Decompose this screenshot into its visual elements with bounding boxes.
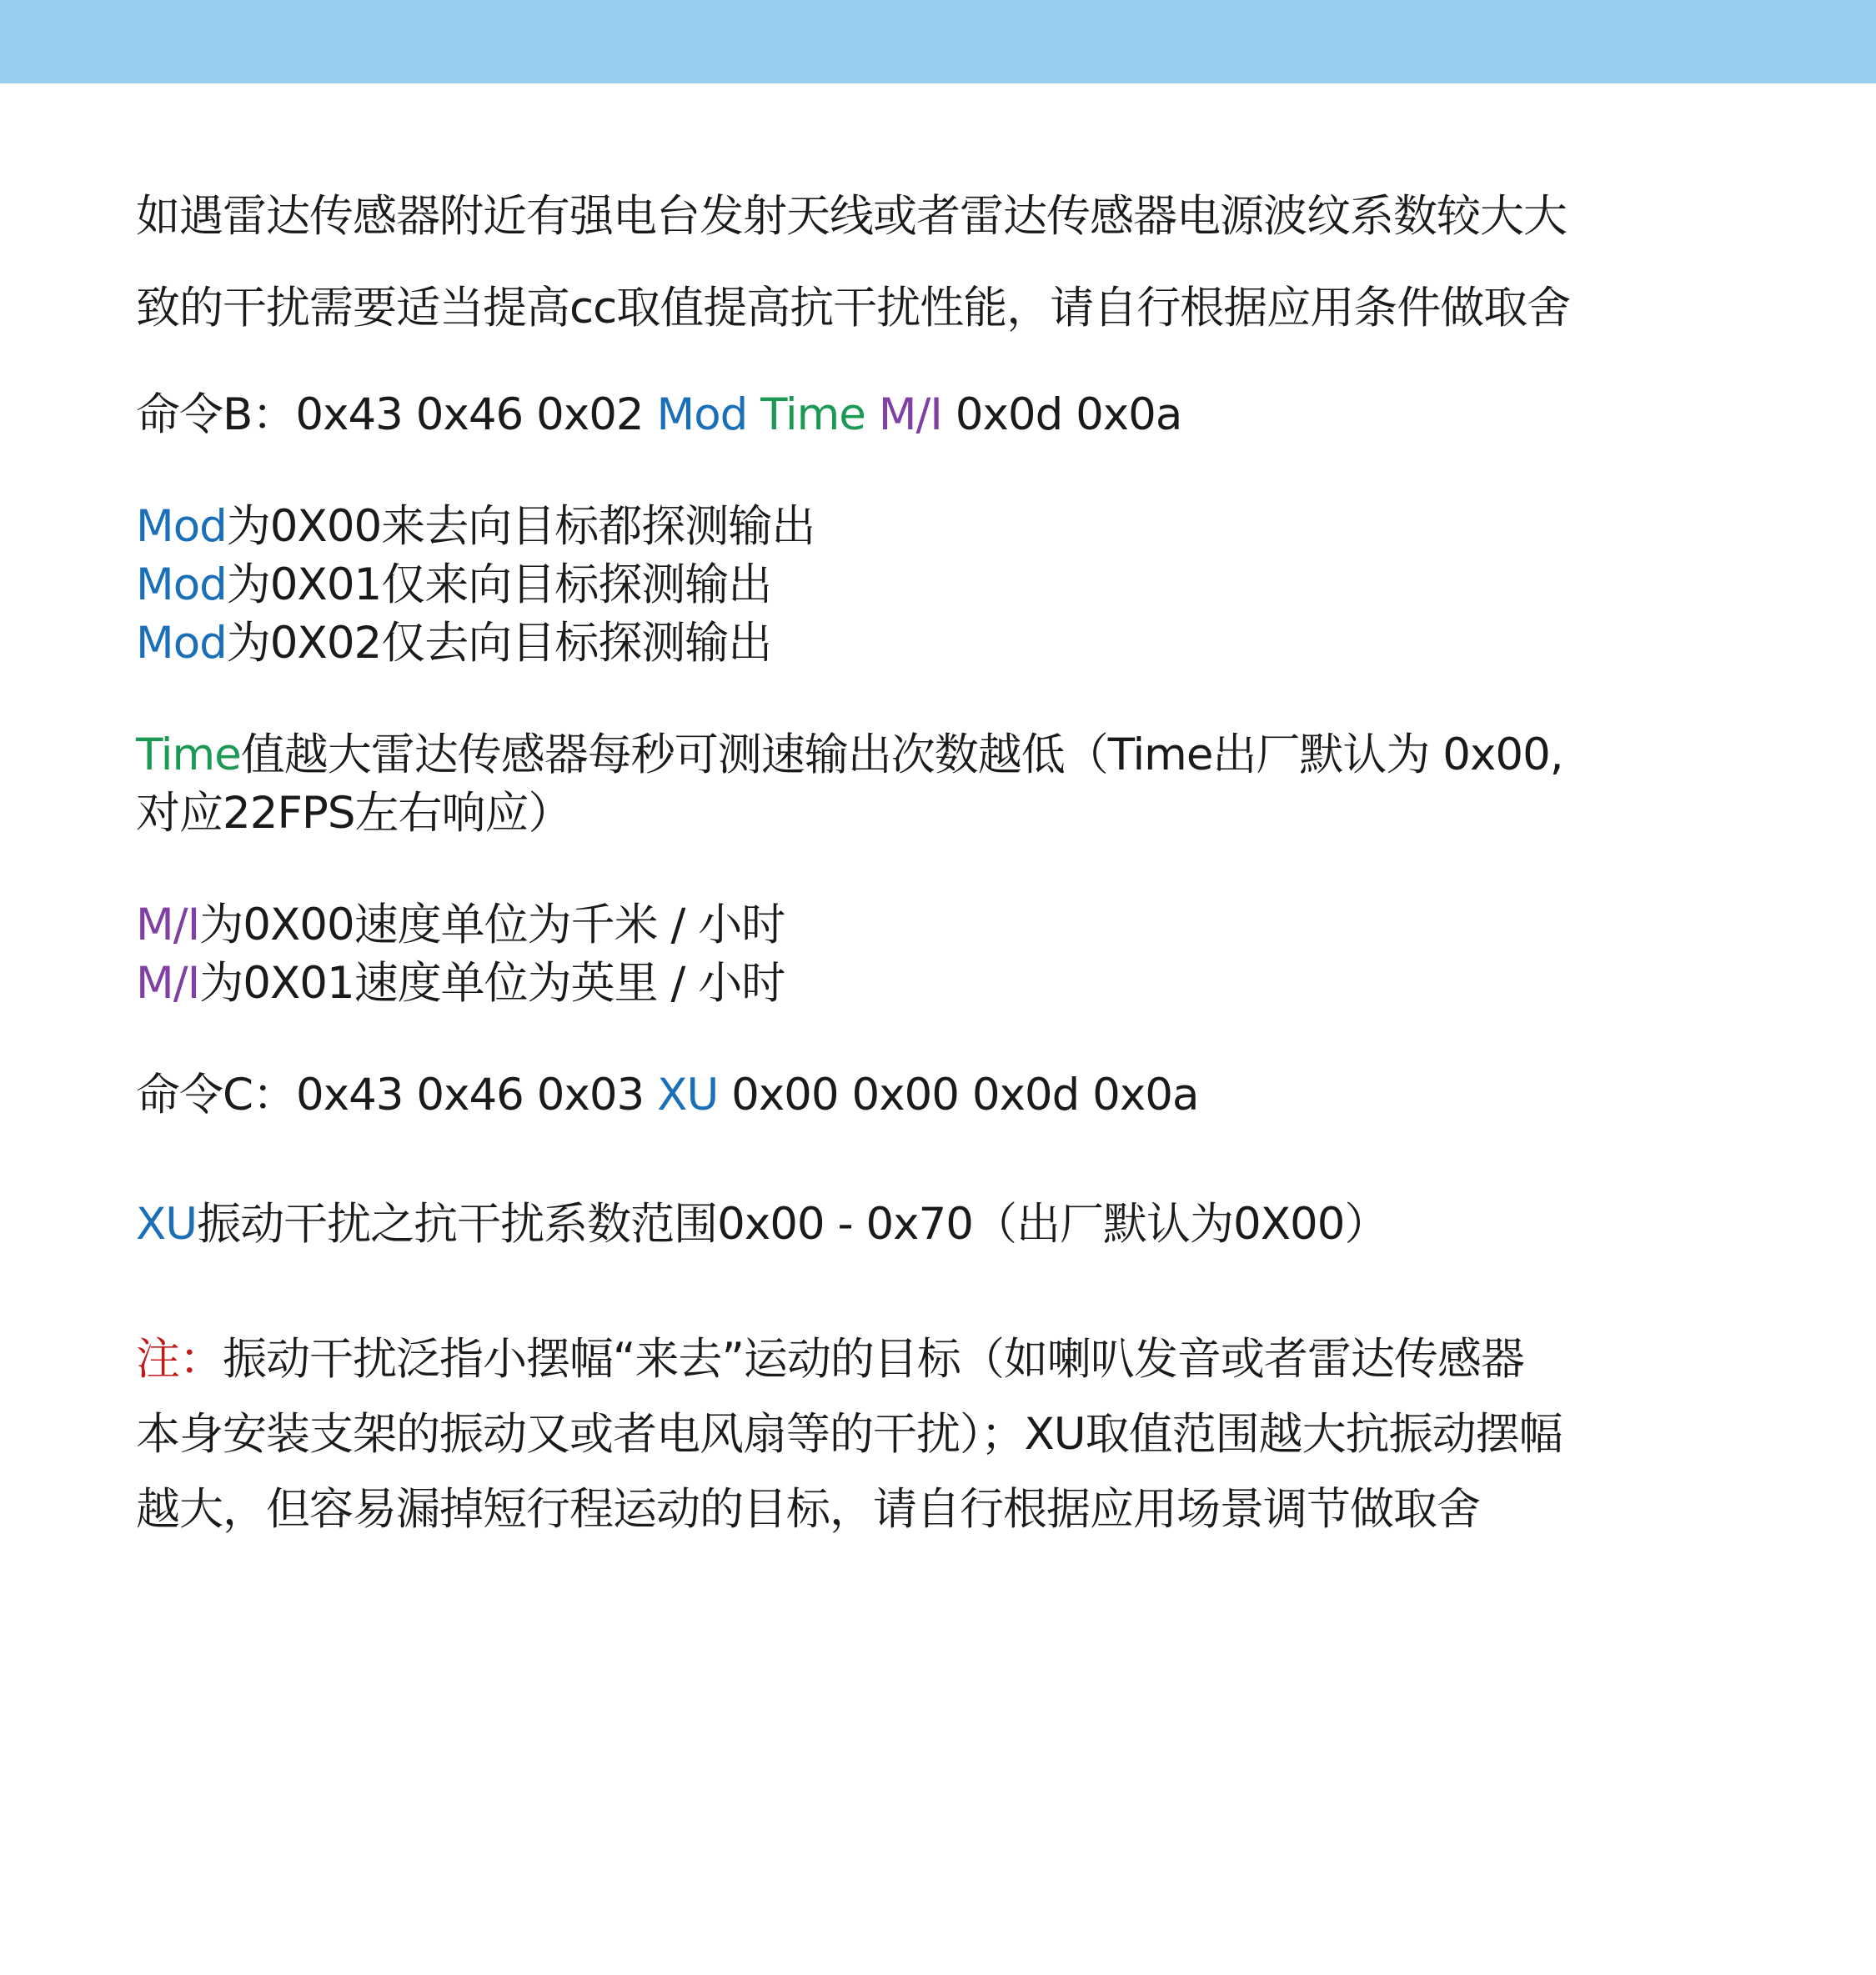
xu-description [136,1196,1770,1254]
command-b-suffix: 0x0d 0x0a [941,389,1182,440]
mi-key: M/I [136,900,200,950]
note-text: 振动干扰泛指小摆幅“来去”运动的目标（如喇叭发音或者雷达传感器 [223,1334,1524,1385]
xu-key: XU [136,1199,198,1250]
mi-key: M/I [136,958,200,1009]
note-line-1 [136,1331,1770,1389]
command-b [136,386,1770,444]
mod-key: Mod [136,501,227,552]
mod-option-text: 为0X02仅去向目标探测输出 [226,618,772,669]
mod-option-text: 为0X01仅来向目标探测输出 [226,559,772,610]
mod-option [136,614,1770,673]
mod-option [136,498,1770,556]
note-line-3: 越大，但容易漏掉短行程运动的目标，请自行根据应用场景调节做取舍 [136,1484,1480,1535]
time-description-text: 值越大雷达传感器每秒可测速输出次数越低（Time出厂默认为 0x00, [240,729,1563,780]
mod-option [136,556,1770,614]
note-block [136,1331,1770,1539]
note-line-2: 本身安装支架的振动又或者电风扇等的干扰）；XU取值范围越大抗振动摆幅 [136,1409,1562,1460]
mi-param: M/I [878,389,942,440]
mod-key: Mod [136,559,227,610]
time-description-line-2: 对应22FPS左右响应） [136,788,572,839]
command-b-prefix: 命令B：0x43 0x46 0x02 [136,389,657,440]
time-description [136,726,1770,843]
command-c-suffix: 0x00 0x00 0x0d 0x0a [718,1070,1199,1120]
mi-option-text: 为0X00速度单位为千米 / 小时 [199,900,785,950]
intro-line-1: 如遇雷达传感器附近有强电台发射天线或者雷达传感器电源波纹系数较大大 [136,191,1567,242]
command-c-prefix: 命令C：0x43 0x46 0x03 [136,1070,658,1120]
xu-param: XU [657,1070,719,1120]
mod-options [136,498,1770,673]
mi-option [136,955,1770,1013]
time-key: Time [136,729,241,780]
mod-option-text: 为0X00来去向目标都探测输出 [226,501,815,552]
mod-param: Mod [656,389,748,440]
command-c [136,1066,1770,1125]
intro-line-2: 致的干扰需要适当提高cc取值提高抗干扰性能，请自行根据应用条件做取舍 [136,283,1571,333]
mi-options [136,896,1770,1013]
note-label: 注： [136,1334,223,1385]
time-param: Time [760,389,865,440]
document-body [136,171,1770,1539]
mi-option-text: 为0X01速度单位为英里 / 小时 [199,958,785,1009]
xu-description-text: 振动干扰之抗干扰系数范围0x00 - 0x70（出厂默认为0X00） [197,1199,1388,1250]
header-band [0,0,1876,83]
mi-option [136,896,1770,955]
time-description-line-1 [136,726,1770,784]
mod-key: Mod [136,618,227,669]
